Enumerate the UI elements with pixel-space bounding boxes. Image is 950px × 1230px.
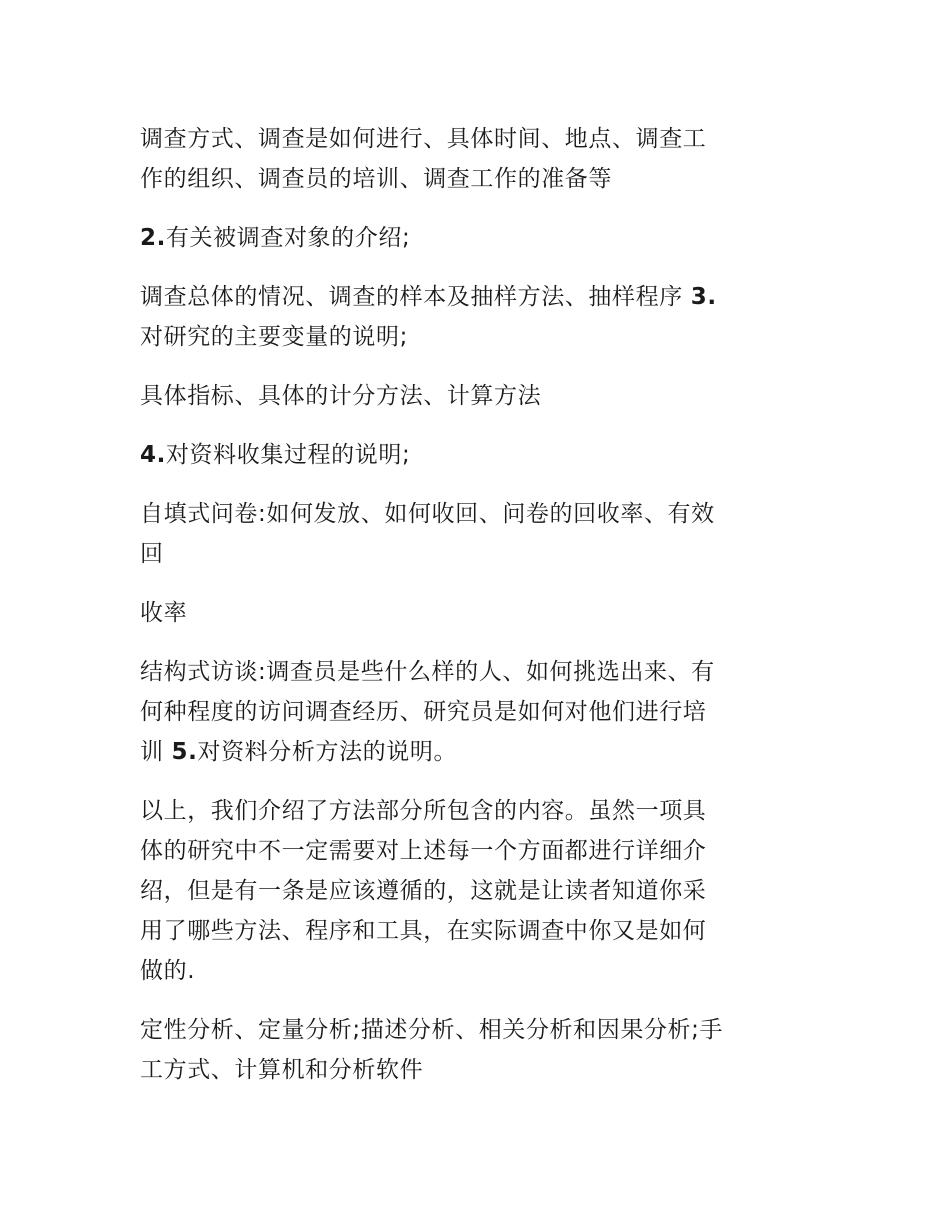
text-line: 定性分析、定量分析;描述分析、相关分析和因果分析;手	[140, 1017, 724, 1043]
paragraph-sampling	[140, 277, 812, 357]
document-body	[140, 119, 812, 1109]
text-line: 绍，但是有一条是应该遵循的，这就是让读者知道你采	[140, 878, 707, 904]
item-number: 4.	[140, 442, 166, 468]
text-line: 体的研究中不一定需要对上述每一个方面都进行详细介	[140, 838, 707, 864]
paragraph-indicators	[140, 376, 812, 416]
paragraph-item-2-heading	[140, 218, 812, 258]
item-heading-text: 有关被调查对象的介绍;	[165, 225, 411, 251]
text-line: 用了哪些方法、程序和工具，在实际调查中你又是如何	[140, 918, 707, 944]
paragraph-structured-interview	[140, 652, 812, 772]
text-line	[140, 277, 812, 317]
text-line: 调查方式、调查是如何进行、具体时间、地点、调查工	[140, 126, 707, 152]
item-number: 2.	[140, 225, 166, 251]
text-line: 做的.	[140, 958, 196, 984]
paragraph-analysis-types	[140, 1010, 812, 1090]
text-line	[140, 435, 812, 475]
text-line: 结构式访谈:调查员是些什么样的人、如何挑选出来、有	[140, 659, 715, 685]
item-number: 3.	[690, 284, 717, 310]
text-line	[140, 218, 812, 258]
text-segment: 调查总体的情况、调查的样本及抽样方法、抽样程序	[140, 284, 683, 310]
item-heading-text: 对资料收集过程的说明;	[165, 442, 411, 468]
text-line: 回	[140, 541, 164, 567]
text-line: 工方式、计算机和分析软件	[140, 1057, 424, 1083]
text-line	[140, 732, 812, 772]
item-number: 5.	[171, 739, 198, 765]
text-line: 何种程度的访问调查经历、研究员是如何对他们进行培	[140, 699, 707, 725]
text-line: 收率	[140, 600, 188, 626]
text-line: 自填式问卷:如何发放、如何收回、问卷的回收率、有效	[140, 501, 715, 527]
text-segment: 训	[140, 739, 164, 765]
paragraph-item-4-heading	[140, 435, 812, 475]
paragraph-summary	[140, 791, 812, 991]
text-line: 以上，我们介绍了方法部分所包含的内容。虽然一项具	[140, 798, 707, 824]
text-line: 具体指标、具体的计分方法、计算方法	[140, 383, 542, 409]
text-line: 作的组织、调查员的培训、调查工作的准备等	[140, 166, 612, 192]
paragraph-questionnaire	[140, 494, 812, 574]
text-line: 对研究的主要变量的说明;	[140, 324, 408, 350]
paragraph-survey-method	[140, 119, 812, 199]
text-segment: 对资料分析方法的说明。	[197, 739, 458, 765]
paragraph-response-rate	[140, 593, 812, 633]
